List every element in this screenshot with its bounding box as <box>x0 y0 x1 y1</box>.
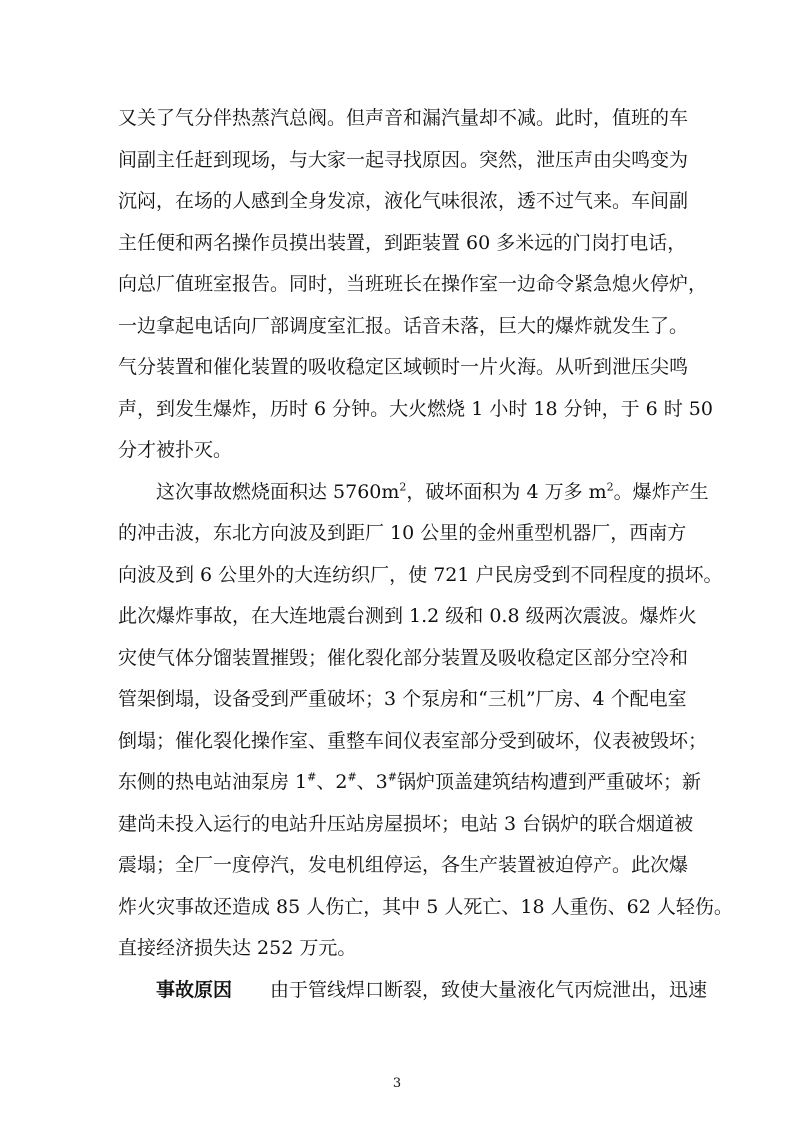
text-segment: 间副主任赶到现场，与大家一起寻找原因。突然，泄压声由尖鸣变为 <box>118 149 689 171</box>
text-segment: 又关了气分伴热蒸汽总阀。但声音和漏汽量却不减。此时，值班的车 <box>118 107 689 129</box>
text-line <box>118 892 733 922</box>
text-line <box>118 933 676 963</box>
text-segment: 分才被扑灭。 <box>118 439 233 461</box>
text-line <box>118 809 694 839</box>
text-line <box>118 103 689 133</box>
superscript: # <box>387 770 397 784</box>
text-segment: 一边拿起电话向厂部调度室汇报。话音未落，巨大的爆炸就发生了。 <box>118 315 689 337</box>
text-line <box>118 394 713 424</box>
text-segment: 。爆炸产生 <box>613 481 709 503</box>
text-line <box>118 767 701 797</box>
text-line <box>118 269 708 299</box>
text-segment: 震塌；全厂一度停汽，发电机组停运，各生产装置被迫停产。此次爆 <box>118 854 689 876</box>
text-line <box>118 518 687 548</box>
text-segment: ，破坏面积为 4 万多 m <box>406 481 607 503</box>
text-segment: 主任便和两名操作员摸出装置，到距装置 60 多米远的门岗打电话， <box>118 232 687 254</box>
text-line <box>118 850 689 880</box>
text-segment: 向总厂值班室报告。同时，当班班长在操作室一边命令紧急熄火停炉， <box>118 273 708 295</box>
superscript: # <box>307 770 317 784</box>
text-segment: 此次爆炸事故，在大连地震台测到 1.2 级和 0.8 级两次震波。爆炸火 <box>118 605 697 627</box>
text-segment: 这次事故燃烧面积达 5760m <box>156 481 400 503</box>
text-segment: 管架倒塌，设备受到严重破坏；3 个泵房和“三机”厂房、4 个配电室 <box>118 688 687 710</box>
text-line <box>118 601 697 631</box>
text-segment: 的冲击波，东北方向波及到距厂 10 公里的金州重型机器厂，西南方 <box>118 522 687 544</box>
text-segment: 倒塌；催化裂化操作室、重整车间仪表室部分受到破坏，仪表被毁坏； <box>118 730 708 752</box>
text-line <box>118 186 689 216</box>
superscript: 2 <box>606 480 614 494</box>
text-line <box>118 435 676 465</box>
text-line <box>118 145 689 175</box>
text-segment: 灾使气体分馏装置摧毁；催化裂化部分装置及吸收稳定区部分空冷和 <box>118 647 689 669</box>
text-line <box>118 643 689 673</box>
text-segment: 、3 <box>356 771 388 793</box>
text-line <box>156 477 709 507</box>
text-segment: 锅炉顶盖建筑结构遭到严重破坏；新 <box>396 771 701 793</box>
text-segment: 东侧的热电站油泵房 1 <box>118 771 308 793</box>
text-segment: 沉闷，在场的人感到全身发凉，液化气味很浓，透不过气来。车间副 <box>118 190 689 212</box>
superscript: # <box>347 770 357 784</box>
text-segment: 向波及到 6 公里外的大连纺织厂，使 721 户民房受到不同程度的损坏。 <box>118 564 723 586</box>
text-line <box>118 560 723 590</box>
text-line <box>118 311 689 341</box>
text-line <box>156 975 708 1005</box>
text-segment: 直接经济损失达 252 万元。 <box>118 937 357 959</box>
text-segment: 、2 <box>316 771 348 793</box>
text-segment: 气分装置和催化装置的吸收稳定区域顿时一片火海。从听到泄压尖鸣 <box>118 356 689 378</box>
page-number: 3 <box>392 1076 402 1091</box>
text-segment: 声，到发生爆炸，历时 6 分钟。大火燃烧 1 小时 18 分钟，于 6 时 50 <box>118 398 713 420</box>
text-line <box>118 684 687 714</box>
text-segment: 建尚未投入运行的电站升压站房屋损坏；电站 3 台锅炉的联合烟道被 <box>118 813 694 835</box>
text-segment: 炸火灾事故还造成 85 人伤亡，其中 5 人死亡、18 人重伤、62 人轻伤。 <box>118 896 733 918</box>
text-line <box>118 352 689 382</box>
text-line <box>118 726 708 756</box>
text-segment: 由于管线焊口断裂，致使大量液化气丙烷泄出，迅速 <box>270 979 708 1001</box>
superscript: 2 <box>399 480 407 494</box>
text-line <box>118 228 687 258</box>
section-heading: 事故原因 <box>156 979 233 1001</box>
